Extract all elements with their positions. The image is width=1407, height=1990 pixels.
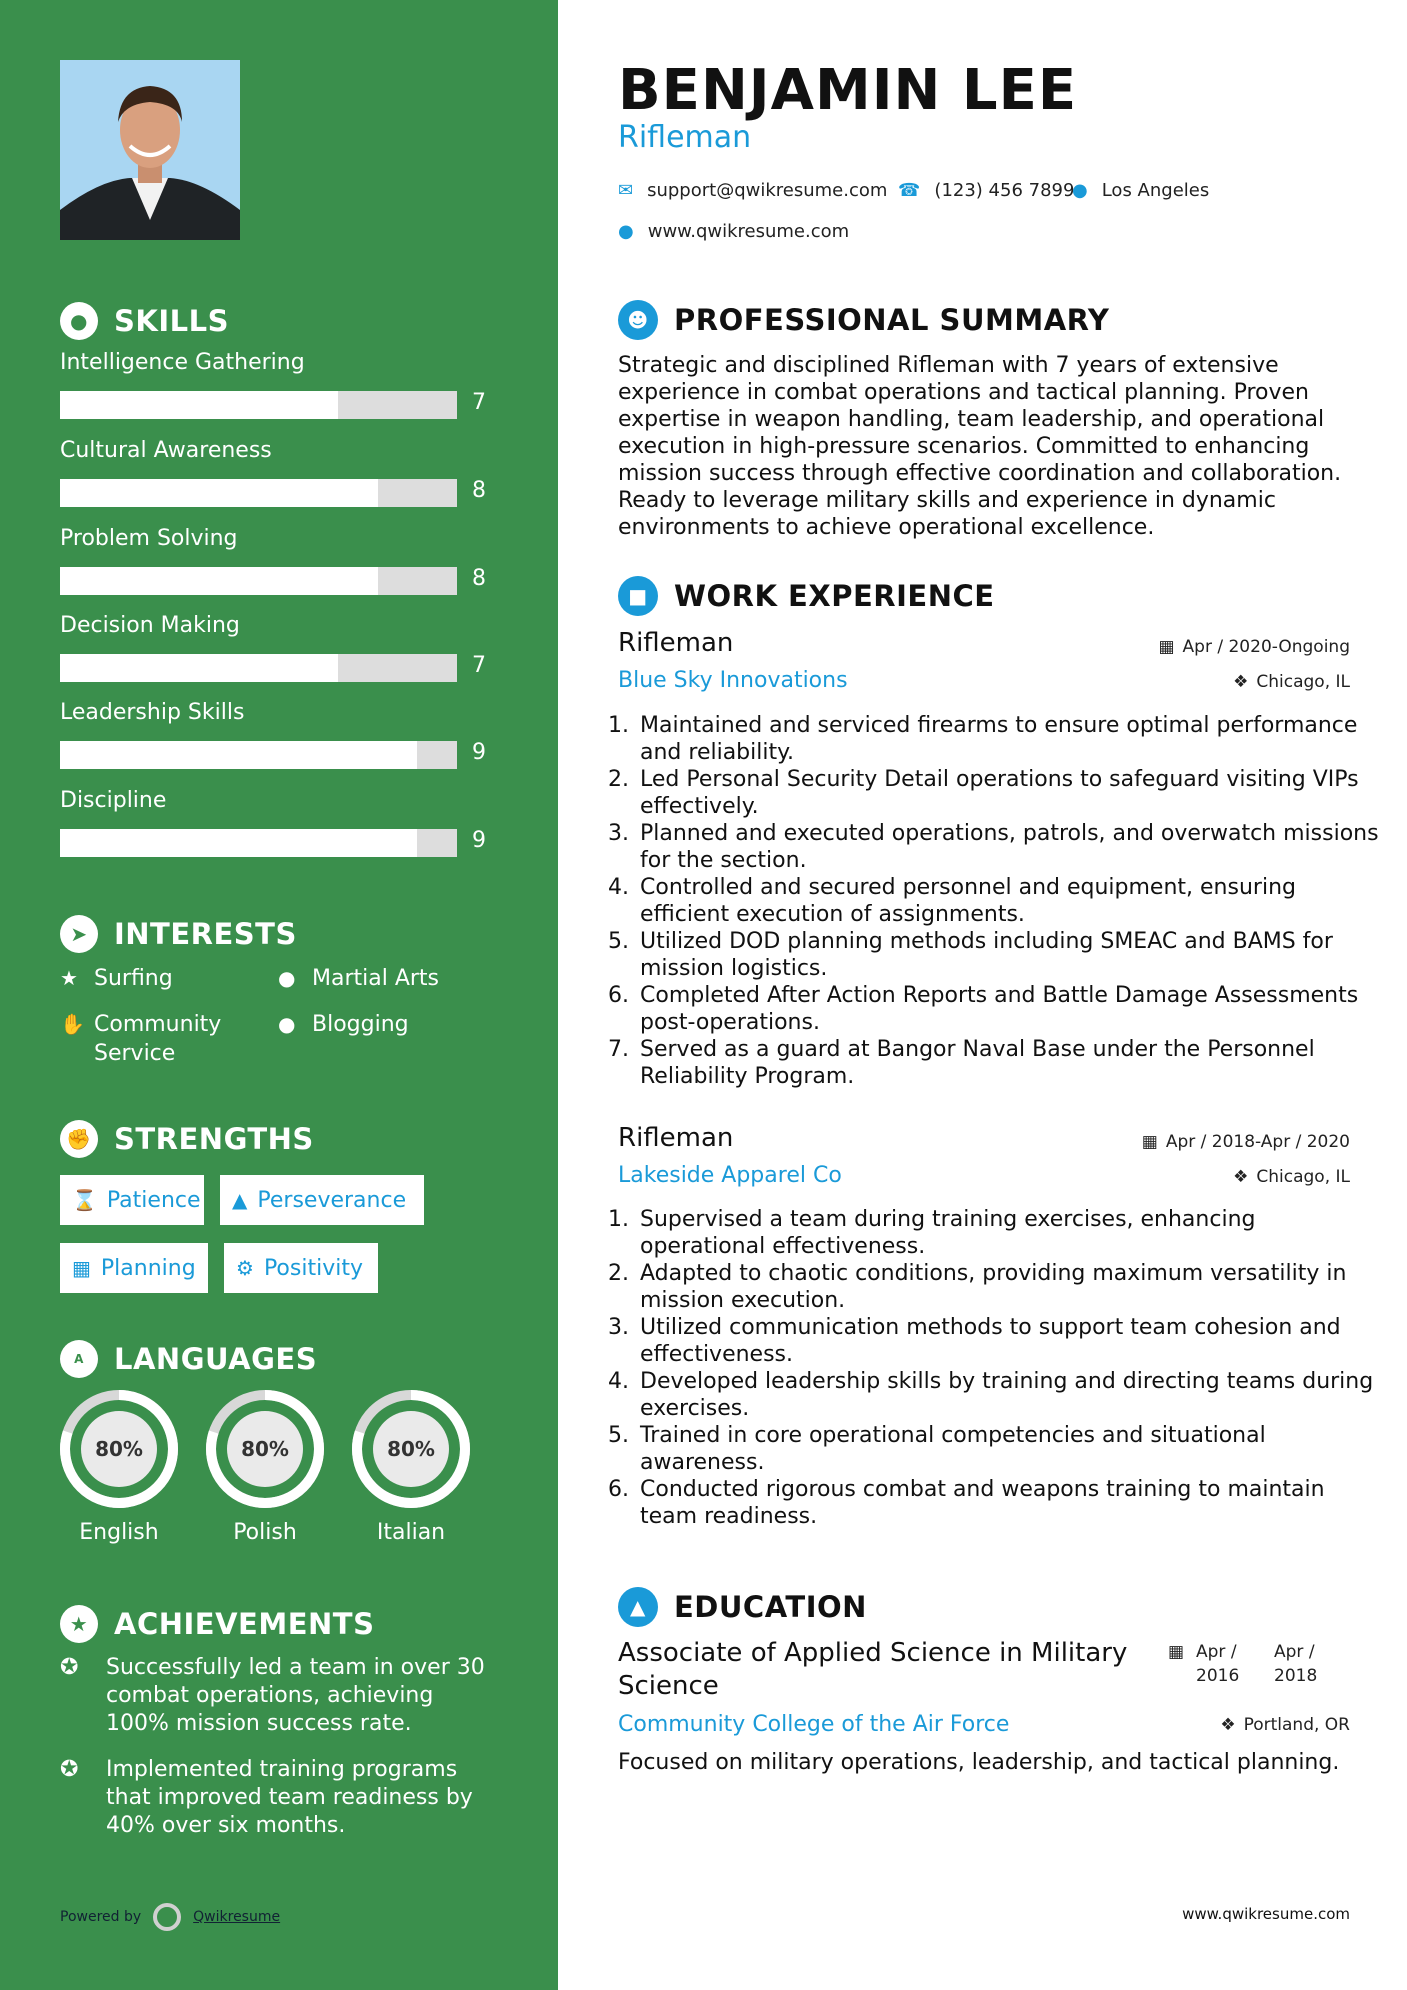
skill-name: Decision Making — [60, 613, 240, 638]
road-icon: ▲ — [232, 1188, 248, 1212]
languages-heading — [60, 1340, 317, 1378]
paper-plane-icon: ➤ — [60, 915, 98, 953]
job-bullet-item: 4. Controlled and secured personnel and equipment, ensuring efficient execution of assignments. — [636, 874, 1386, 928]
location-text: Los Angeles — [1101, 180, 1210, 201]
skill-name: Intelligence Gathering — [60, 350, 305, 375]
hand-icon: ✋ — [60, 1012, 85, 1036]
strengths-heading-text: STRENGTHS — [114, 1122, 314, 1156]
interest-item-surfing — [60, 964, 173, 993]
calendar-icon: ▦ — [1141, 1132, 1158, 1152]
summary-text: Strategic and disciplined Rifleman with 7 years of extensive experience in combat operations and tactical planning. Proven expertise in weapon handling, team leadership, and operational execution in high-pressure scenarios. Committed to enhancing mission success through effective coordination and collaboration. Ready to leverage military skills and experience in dynamic environments to achieve operational excellence. — [618, 353, 1342, 540]
achievement-item — [60, 1756, 500, 1840]
education-start: Apr / 2016 — [1196, 1642, 1240, 1686]
skill-level: 9 — [472, 828, 486, 853]
powered-by — [60, 1903, 280, 1931]
job-bullet-item: 7. Served as a guard at Bangor Naval Base under the Personnel Reliability Program. — [636, 1036, 1386, 1090]
skills-heading-text: SKILLS — [114, 304, 229, 338]
qwikresume-link[interactable]: Qwikresume — [193, 1909, 281, 1925]
skill-level: 8 — [472, 566, 486, 591]
interests-heading-text: INTERESTS — [114, 917, 297, 951]
email-text: support@qwikresume.com — [647, 180, 888, 201]
interest-item-blogging — [278, 1010, 409, 1039]
interest-item-martial-arts — [278, 964, 439, 993]
skill-bar — [60, 567, 457, 595]
candidate-name: BENJAMIN LEE — [618, 58, 1078, 123]
job-title: Rifleman — [618, 1123, 734, 1153]
experience-heading — [618, 576, 995, 616]
job-bullet-item: 6. Completed After Action Reports and Battle Damage Assessments post-operations. — [636, 982, 1386, 1036]
summary-heading — [618, 300, 1109, 340]
summary-heading-text: PROFESSIONAL SUMMARY — [674, 303, 1110, 337]
skill-level: 8 — [472, 478, 486, 503]
language-item — [350, 1388, 472, 1545]
calendar-icon: ▦ — [72, 1256, 91, 1280]
job-title: Rifleman — [618, 628, 734, 658]
languages-heading-text: LANGUAGES — [114, 1342, 318, 1376]
skill-bar — [60, 654, 457, 682]
job-company: Blue Sky Innovations — [618, 668, 848, 693]
language-name: English — [79, 1520, 159, 1545]
achievement-text: Implemented training programs that improved team readiness by 40% over six months. — [106, 1757, 473, 1838]
website-text: www.qwikresume.com — [647, 221, 850, 242]
job-bullets — [618, 712, 1386, 1090]
candidate-role: Rifleman — [618, 120, 752, 155]
language-icon: A — [60, 1340, 98, 1378]
calendar-icon: ▦ — [1158, 637, 1175, 657]
interest-item-community-service — [60, 1010, 230, 1068]
skill-bar — [60, 741, 457, 769]
job-bullet-item: 3. Utilized communication methods to support team cohesion and effectiveness. — [636, 1314, 1386, 1368]
job-bullet-item: 3. Planned and executed operations, patrols, and overwatch missions for the section. — [636, 820, 1386, 874]
calendar-icon: ▦ — [1168, 1642, 1185, 1662]
skill-bar — [60, 391, 457, 419]
pin-icon: ❖ — [1220, 1715, 1236, 1735]
interests-heading — [60, 915, 297, 953]
achievement-item — [60, 1654, 500, 1738]
globe-icon: ● — [618, 221, 634, 242]
job-dates-text: Apr / 2020-Ongoing — [1182, 637, 1350, 657]
job-location — [1233, 672, 1350, 692]
job-bullet-item: 1. Maintained and serviced firearms to ensure optimal performance and reliability. — [636, 712, 1386, 766]
profile-photo — [60, 60, 240, 240]
interest-label: Community Service — [94, 1012, 222, 1066]
sidebar — [0, 0, 558, 1990]
language-item — [204, 1388, 326, 1545]
job-bullet-item: 1. Supervised a team during training exercises, enhancing operational effectiveness. — [636, 1206, 1386, 1260]
briefcase-icon: ■ — [618, 576, 658, 616]
language-percent: 80% — [387, 1437, 435, 1461]
envelope-icon: ✉ — [618, 180, 634, 201]
strength-tag-positivity — [224, 1243, 378, 1293]
star-icon: ★ — [60, 966, 78, 990]
strengths-heading — [60, 1120, 314, 1158]
job-dates — [1142, 1132, 1350, 1152]
trophy-icon: ★ — [60, 1605, 98, 1643]
language-ring — [204, 1388, 326, 1510]
skill-name: Cultural Awareness — [60, 438, 272, 463]
skill-name: Discipline — [60, 788, 167, 813]
job-company: Lakeside Apparel Co — [618, 1163, 842, 1188]
pin-icon: ❖ — [1233, 672, 1249, 692]
star-badge-icon: ✪ — [60, 1655, 79, 1680]
skill-name: Leadership Skills — [60, 700, 245, 725]
fist-icon: ✊ — [60, 1120, 98, 1158]
job-bullet-item: 5. Utilized DOD planning methods including SMEAC and BAMS for mission logistics. — [636, 928, 1386, 982]
qwikresume-logo-icon — [153, 1903, 181, 1931]
job-bullet-item: 6. Conducted rigorous combat and weapons training to maintain team readiness. — [636, 1476, 1386, 1530]
education-location-text: Portland, OR — [1243, 1715, 1350, 1735]
job-location-text: Chicago, IL — [1256, 672, 1350, 692]
skill-name: Problem Solving — [60, 526, 238, 551]
interest-label: Martial Arts — [312, 966, 440, 991]
achievements-heading — [60, 1605, 374, 1643]
graduation-icon: ▲ — [618, 1587, 658, 1627]
education-heading — [618, 1587, 867, 1627]
strength-label: Perseverance — [257, 1187, 407, 1213]
skill-bar-fill — [60, 829, 417, 857]
phone-text: (123) 456 7899 — [934, 180, 1075, 201]
powered-by-text: Powered by — [60, 1909, 142, 1925]
language-ring — [350, 1388, 472, 1510]
job-bullet-item: 2. Led Personal Security Detail operations to safeguard visiting VIPs effectively. — [636, 766, 1386, 820]
strength-label: Patience — [106, 1187, 201, 1213]
language-name: Polish — [233, 1520, 297, 1545]
skill-bar-fill — [60, 654, 338, 682]
language-item — [58, 1388, 180, 1545]
contact-email[interactable] — [618, 180, 887, 201]
users-icon: ● — [278, 1012, 296, 1036]
strength-tag-patience — [60, 1175, 204, 1225]
contact-phone[interactable] — [898, 180, 1074, 201]
phone-icon: ☎ — [898, 180, 921, 201]
hourglass-icon: ⌛ — [72, 1188, 97, 1212]
strength-tag-perseverance — [220, 1175, 424, 1225]
education-degree: Associate of Applied Science in Military Science — [618, 1638, 1128, 1701]
skill-bar-fill — [60, 741, 417, 769]
skill-bar — [60, 829, 457, 857]
interest-label: Surfing — [94, 966, 173, 991]
achievement-text: Successfully led a team in over 30 combat operations, achieving 100% mission success rate. — [106, 1655, 485, 1736]
skill-level: 7 — [472, 390, 486, 415]
language-ring — [58, 1388, 180, 1510]
star-badge-icon: ✪ — [60, 1757, 79, 1782]
skills-heading — [60, 302, 229, 340]
strength-label: Planning — [100, 1255, 196, 1281]
contact-website[interactable] — [618, 221, 849, 242]
job-bullet-item: 5. Trained in core operational competencies and situational awareness. — [636, 1422, 1386, 1476]
job-dates-text: Apr / 2018-Apr / 2020 — [1165, 1132, 1350, 1152]
education-heading-text: EDUCATION — [674, 1590, 867, 1624]
strength-label: Positivity — [263, 1255, 363, 1281]
strength-tag-planning — [60, 1243, 208, 1293]
lightbulb-icon: ● — [60, 302, 98, 340]
globe-icon: ● — [278, 966, 296, 990]
skill-bar-fill — [60, 479, 378, 507]
job-bullets — [618, 1206, 1386, 1530]
user-icon: ☻ — [618, 300, 658, 340]
skill-bar — [60, 479, 457, 507]
contact-location — [1072, 180, 1209, 201]
skill-bar-fill — [60, 567, 378, 595]
job-location-text: Chicago, IL — [1256, 1167, 1350, 1187]
language-name: Italian — [376, 1520, 446, 1545]
main-content — [558, 0, 1407, 1990]
footer-url[interactable]: www.qwikresume.com — [1182, 1905, 1350, 1923]
interest-label: Blogging — [312, 1012, 409, 1037]
job-dates — [1158, 637, 1350, 657]
job-location — [1233, 1167, 1350, 1187]
job-bullet-item: 4. Developed leadership skills by training and directing teams during exercises. — [636, 1368, 1386, 1422]
experience-heading-text: WORK EXPERIENCE — [674, 579, 995, 613]
language-percent: 80% — [241, 1437, 289, 1461]
education-end: Apr / 2018 — [1274, 1642, 1318, 1686]
skill-bar-fill — [60, 391, 338, 419]
map-pin-icon: ● — [1072, 180, 1088, 201]
language-percent: 80% — [95, 1437, 143, 1461]
gear-icon: ⚙ — [236, 1256, 254, 1280]
education-school: Community College of the Air Force — [618, 1712, 1010, 1737]
skill-level: 7 — [472, 653, 486, 678]
job-bullet-item: 2. Adapted to chaotic conditions, providing maximum versatility in mission execution. — [636, 1260, 1386, 1314]
skill-level: 9 — [472, 740, 486, 765]
education-description: Focused on military operations, leadership, and tactical planning. — [618, 1750, 1340, 1775]
education-location — [1220, 1715, 1350, 1735]
achievements-heading-text: ACHIEVEMENTS — [114, 1607, 375, 1641]
pin-icon: ❖ — [1233, 1167, 1249, 1187]
